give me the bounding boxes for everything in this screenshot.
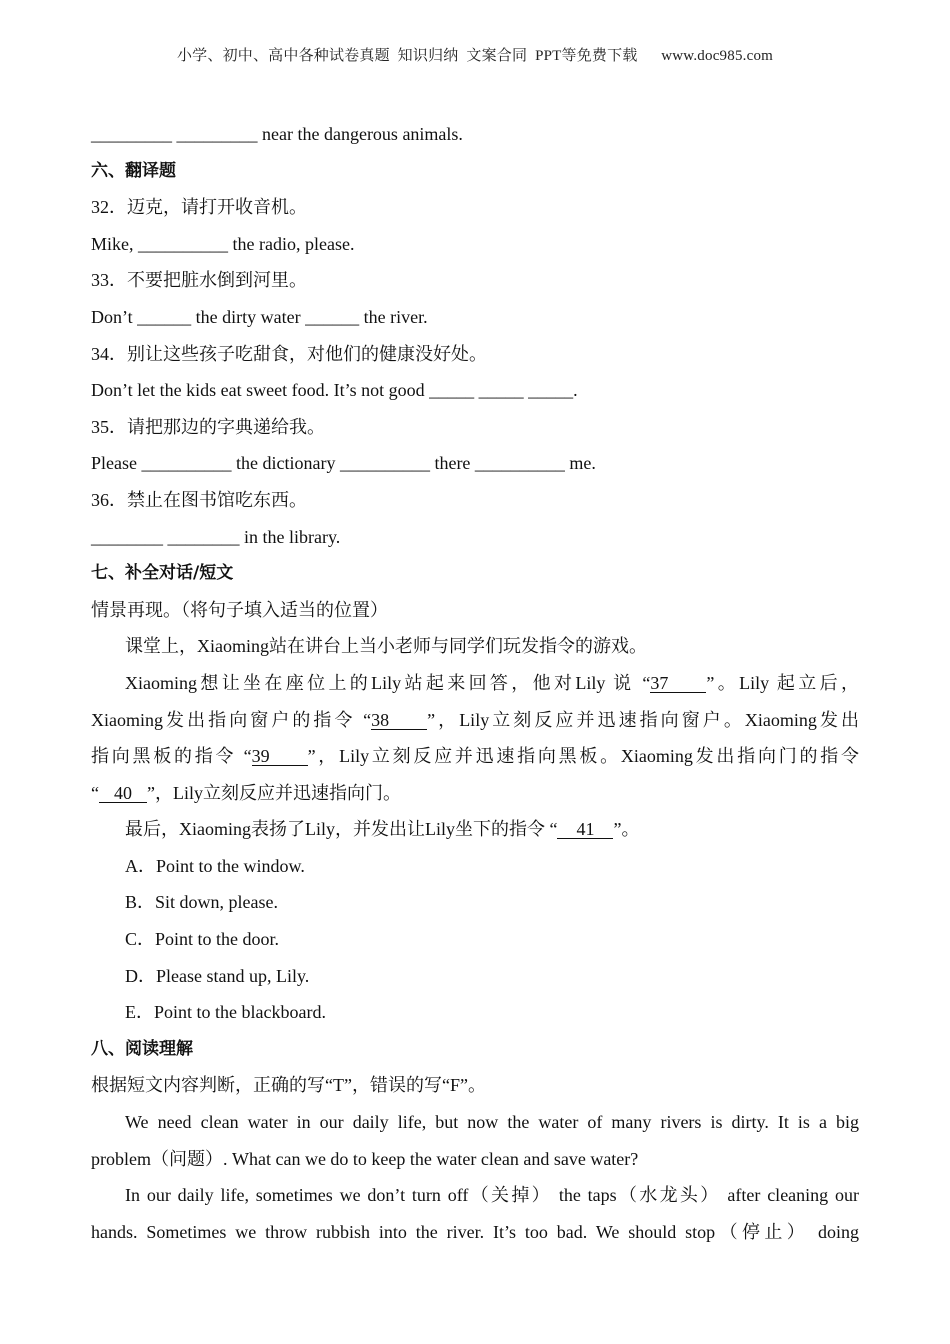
option-a: A．Point to the window. (125, 855, 305, 876)
reading-p2-line1: In our daily life, sometimes we don’t turn off（关掉） the taps（水龙头） after cleaning our (125, 1185, 859, 1206)
q36-prompt: 36．禁止在图书馆吃东西。 (91, 489, 307, 510)
scenario-line-5: 最后，Xiaoming表扬了Lily，并发出让Lily坐下的指令 “ 41 ”。 (125, 819, 640, 840)
blank-41[interactable]: 41 (557, 820, 613, 839)
scenario-line-3: 指向黑板的指令 “39 ”，Lily立刻反应并迅速指向黑板。Xiaoming发出指向门的指令 (91, 746, 859, 767)
document-body (91, 116, 859, 1250)
q31-answer-line: _________ _________ near the dangerous animals. (91, 124, 463, 144)
q33-prompt: 33．不要把脏水倒到河里。 (91, 270, 307, 291)
q35-prompt: 35．请把那边的字典递给我。 (91, 416, 325, 437)
scenario-line-2: Xiaoming发出指向窗户的指令 “38 ”，Lily立刻反应并迅速指向窗户。Xiaoming发出 (91, 709, 859, 730)
blank-38[interactable]: 38 (371, 711, 427, 730)
section-8-heading: 八、阅读理解 (91, 1038, 193, 1059)
scenario-intro: 课堂上，Xiaoming站在讲台上当小老师与同学们玩发指令的游戏。 (125, 636, 647, 657)
q36-answer: ________ ________ in the library. (91, 526, 341, 547)
page-header: 小学、初中、高中各种试卷真题 知识归纳 文案合同 PPT等免费下载 www.doc985.com (176, 48, 774, 64)
reading-p1-line2: problem（问题）. What can we do to keep the water clean and save water? (91, 1148, 639, 1169)
q32-answer: Mike, __________ the radio, please. (91, 233, 355, 254)
q34-prompt: 34．别让这些孩子吃甜食，对他们的健康没好处。 (91, 343, 487, 364)
scenario-line-4: “ 40 ”，Lily立刻反应并迅速指向门。 (91, 782, 401, 803)
blank-39[interactable]: 39 (252, 747, 308, 766)
q32-prompt: 32．迈克，请打开收音机。 (91, 197, 307, 218)
reading-p2-line2: hands. Sometimes we throw rubbish into the river. It’s too bad. We should stop（停止） doing (91, 1221, 859, 1242)
q33-answer: Don’t ______ the dirty water ______ the river. (91, 306, 428, 327)
option-e: E．Point to the blackboard. (125, 1002, 326, 1023)
section-6-heading: 六、翻译题 (91, 160, 176, 181)
section-7-instruction: 情景再现。（将句子填入适当的位置） (91, 599, 388, 620)
scenario-line-1: Xiaoming想让坐在座位上的Lily站起来回答，他对Lily 说 “37 ”。Lily 起立后， (125, 672, 859, 693)
blank-40[interactable]: 40 (99, 784, 147, 803)
section-7-heading: 七、补全对话/短文 (91, 563, 234, 584)
q35-answer: Please __________ the dictionary __________ there __________ me. (91, 453, 596, 474)
option-c: C．Point to the door. (125, 929, 280, 950)
blank-37[interactable]: 37 (650, 674, 706, 693)
reading-p1-line1: We need clean water in our daily life, but now the water of many rivers is dirty. It is a big (125, 1112, 859, 1133)
q34-answer: Don’t let the kids eat sweet food. It’s not good _____ _____ _____. (91, 380, 578, 401)
option-b: B．Sit down, please. (125, 892, 278, 913)
option-d: D．Please stand up, Lily. (125, 965, 310, 986)
section-8-instruction: 根据短文内容判断，正确的写“T”，错误的写“F”。 (91, 1075, 486, 1096)
